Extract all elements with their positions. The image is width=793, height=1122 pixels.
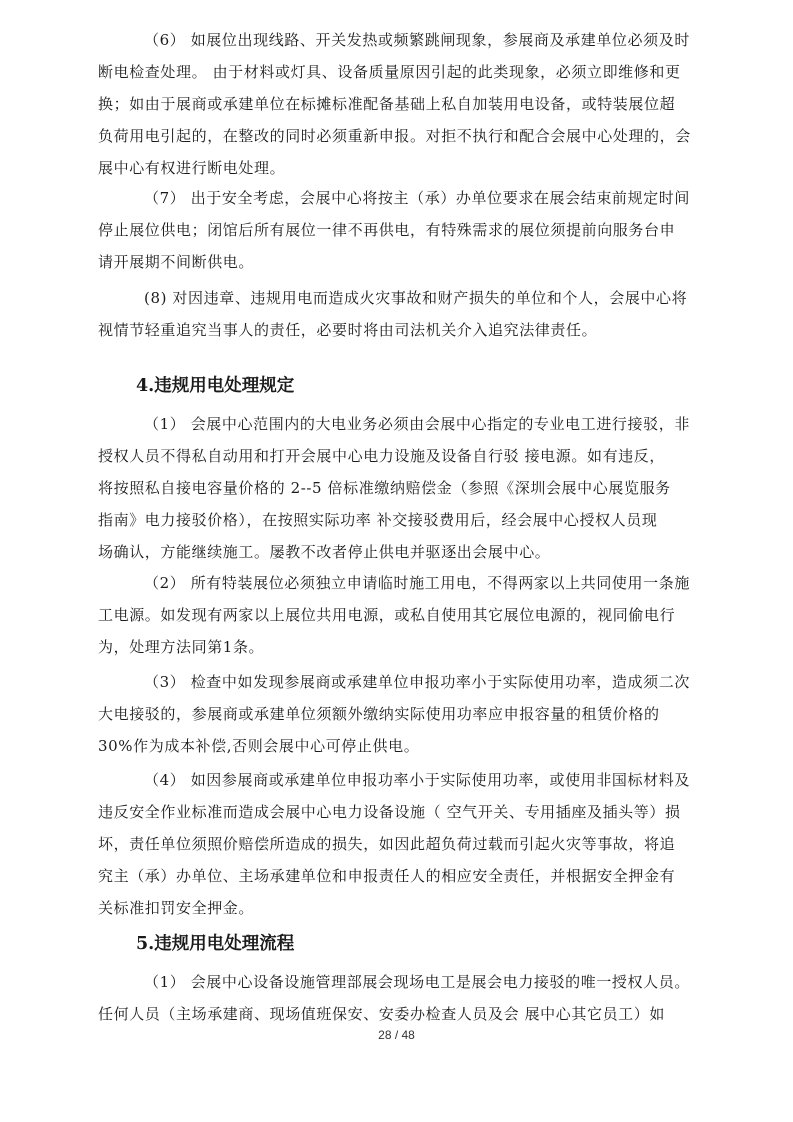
- paragraph-line: 究主（承）办单位、主场承建单位和申报责任人的相应安全责任，并根据安全押金有: [98, 867, 676, 885]
- paragraph-line: （2） 所有特装展位必须独立申请临时施工用电，不得两家以上共同使用一条施: [144, 574, 690, 592]
- paragraph-line: （4） 如因参展商或承建单位申报功率小于实际使用功率，或使用非国标材料及: [144, 771, 690, 789]
- paragraph-line: （3） 检查中如发现参展商或承建单位申报功率小于实际使用功率，造成须二次: [144, 673, 690, 691]
- paragraph-line: （6） 如展位出现线路、开关发热或频繁跳闸现象，参展商及承建单位必须及时: [144, 31, 690, 49]
- paragraph-line: 工电源。如发现有两家以上展位共用电源，或私自使用其它展位电源的，视同偷电行: [98, 606, 676, 624]
- paragraph-item-7: [98, 182, 702, 278]
- paragraph-line: 指南》电力接驳价格），在按照实际功率 补交接驳费用后，经会展中心授权人员现: [98, 511, 658, 529]
- paragraph-line: 为，处理方法同第1条。: [98, 638, 265, 656]
- page-number: 28 / 48: [378, 1028, 415, 1042]
- paragraph-line: 场确认，方能继续施工。屡教不改者停止供电并驱逐出会展中心。: [98, 543, 551, 561]
- paragraph-line: 关标准扣罚安全押金。: [98, 899, 255, 917]
- paragraph-item-6: [98, 24, 702, 184]
- paragraph-line: 换；如由于展商或承建单位在标摊标准配备基础上私自加装用电设备，或特装展位超: [98, 95, 676, 113]
- paragraph-rule-4: [98, 764, 702, 924]
- paragraph-item-8: [98, 282, 702, 346]
- paragraph-line: （7） 出于安全考虑，会展中心将按主（承）办单位要求在展会结束前规定时间: [144, 189, 690, 207]
- paragraph-line: 30%作为成本补偿,否则会展中心可停止供电。: [98, 737, 420, 755]
- paragraph-rule-2: [98, 567, 702, 663]
- paragraph-line: (8) 对因违章、违规用电而造成火灾事故和财产损失的单位和个人，会展中心将: [144, 289, 688, 307]
- paragraph-line: 视情节轻重追究当事人的责任，必要时将由司法机关介入追究法律责任。: [98, 321, 598, 339]
- paragraph-line: 授权人员不得私自动用和打开会展中心电力设施及设备自行驳 接电源。如有违反，: [98, 447, 665, 465]
- paragraph-rule-1: [98, 408, 702, 568]
- paragraph-line: 断电检查处理。 由于材料或灯具、设备质量原因引起的此类现象，必须立即维修和更: [98, 63, 681, 81]
- paragraph-line: 任何人员（主场承建商、现场值班保安、安委办检查人员及会 展中心其它员工）如: [98, 1005, 665, 1023]
- paragraph-line: 负荷用电引起的，在整改的同时必须重新申报。对拒不执行和配合会展中心处理的，会: [98, 127, 691, 145]
- paragraph-line: （1） 会展中心范围内的大电业务必须由会展中心指定的专业电工进行接驳，非: [144, 415, 690, 433]
- paragraph-process-1: [98, 966, 702, 1030]
- paragraph-line: 停止展位供电；闭馆后所有展位一律不再供电，有特殊需求的展位须提前向服务台申: [98, 221, 676, 239]
- paragraph-line: （1） 会展中心设备设施管理部展会现场电工是展会电力接驳的唯一授权人员。: [144, 973, 690, 991]
- paragraph-line: 坏，责任单位须照价赔偿所造成的损失，如因此超负荷过载而引起火灾等事故，将追: [98, 835, 676, 853]
- paragraph-line: 请开展期不间断供电。: [98, 253, 255, 271]
- paragraph-line: 将按照私自接电容量价格的 2--5 倍标准缴纳赔偿金（参照《深圳会展中心展览服务: [98, 479, 671, 497]
- paragraph-line: 展中心有权进行断电处理。: [98, 159, 286, 177]
- paragraph-line: 大电接驳的，参展商或承建单位须额外缴纳实际使用功率应申报容量的租赁价格的: [98, 705, 660, 723]
- section-heading: 4.违规用电处理规定: [136, 376, 295, 396]
- paragraph-rule-3: [98, 666, 702, 762]
- section-heading: 5.违规用电处理流程: [136, 934, 295, 954]
- paragraph-line: 违反安全作业标准而造成会展中心电力设备设施（ 空气开关、专用插座及插头等）损: [98, 803, 681, 821]
